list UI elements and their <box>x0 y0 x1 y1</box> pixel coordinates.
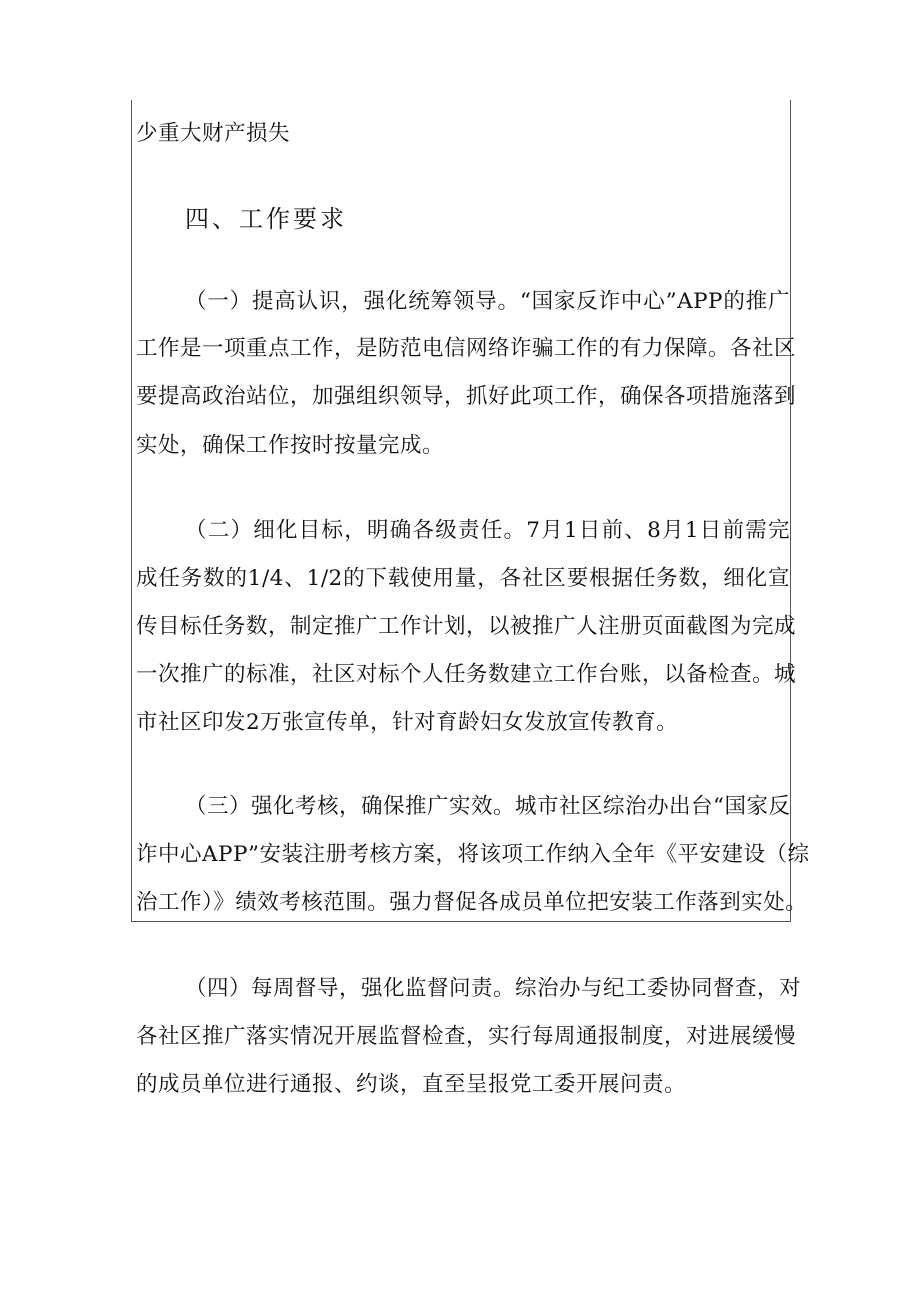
continuation-text: 少重大财产损失 <box>136 121 291 146</box>
paragraph-4-line-2: 各社区推广落实情况开展监督检查，实行每周通报制度，对进展缓慢 <box>136 1024 797 1049</box>
section-heading: 四、工作要求 <box>185 205 347 233</box>
paragraph-2-line-4: 一次推广的标准，社区对标个人任务数建立工作台账，以备检查。城 <box>136 662 797 687</box>
paragraph-1-line-3: 要提高政治站位，加强组织领导，抓好此项工作，确保各项措施落到 <box>136 384 797 409</box>
paragraph-2-line-1: （二）细化目标，明确各级责任。7月1日前、8月1日前需完 <box>185 518 790 543</box>
paragraph-4-line-3: 的成员单位进行通报、约谈，直至呈报党工委开展问责。 <box>136 1072 687 1097</box>
paragraph-3-line-1: （三）强化考核，确保推广实效。城市社区综治办出台“国家反 <box>185 794 791 819</box>
paragraph-3-line-3: 治工作）》绩效考核范围。强力督促各成员单位把安装工作落到实处。 <box>136 890 808 915</box>
paragraph-3-line-2: 诈中心APP”安装注册考核方案，将该项工作纳入全年《平安建设（综 <box>136 842 810 867</box>
paragraph-1-line-1: （一）提高认识，强化统筹领导。“国家反诈中心”APP的推广 <box>185 289 790 314</box>
paragraph-2-line-5: 市社区印发2万张宣传单，针对育龄妇女发放宣传教育。 <box>136 710 679 735</box>
paragraph-1-line-2: 工作是一项重点工作，是防范电信网络诈骗工作的有力保障。各社区 <box>136 336 797 361</box>
paragraph-1-line-4: 实处，确保工作按时按量完成。 <box>136 433 445 458</box>
paragraph-2-line-3: 传目标任务数，制定推广工作计划，以被推广人注册页面截图为完成 <box>136 614 797 639</box>
paragraph-2-line-2: 成任务数的1/4、1/2的下载使用量，各社区要根据任务数，细化宣 <box>136 566 790 591</box>
paragraph-4-line-1: （四）每周督导，强化监督问责。综治办与纪工委协同督查，对 <box>185 976 802 1001</box>
